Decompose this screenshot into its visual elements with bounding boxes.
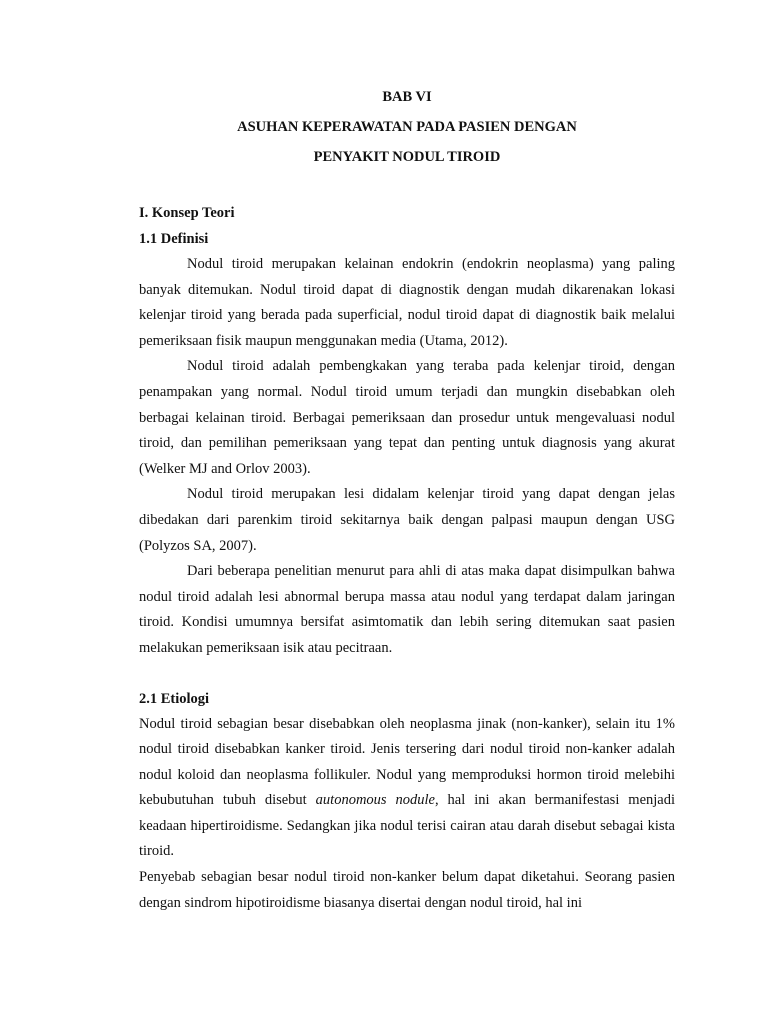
document-page <box>139 82 675 916</box>
etiologi-paragraph-2: Penyebab sebagian besar nodul tiroid non-kanker belum dapat diketahui. Seorang pasien dengan sindrom hipotiroidisme biasanya disertai dengan nodul tiroid, hal ini <box>139 869 675 911</box>
definisi-paragraph-4: Dari beberapa penelitian menurut para ahli di atas maka dapat disimpulkan bahwa nodul tiroid adalah lesi abnormal berupa massa atau nodul yang terdapat dalam jaringan tiroid. Kondisi umumnya bersifat asimtomatik dan lebih sering ditemukan saat pasien melakukan pemeriksaan isik atau pecitraan. <box>139 563 675 656</box>
etiologi-paragraph-1 <box>139 712 675 866</box>
definisi-paragraph-2: Nodul tiroid adalah pembengkakan yang teraba pada kelenjar tiroid, dengan penampakan yang normal. Nodul tiroid umum terjadi dan mungkin disebabkan oleh berbagai kelainan tiroid. Berbagai pemeriksaan dan prosedur untuk mengevaluasi nodul tiroid, dan pemilihan pemeriksaan yang tepat dan penting untuk diagnosis yang akurat (Welker MJ and Orlov 2003). <box>139 358 675 477</box>
section-title-etiologi: 2.1 Etiologi <box>139 690 210 707</box>
etiologi-p1-italic-term: autonomous nodule <box>315 792 435 809</box>
definisi-paragraph-3: Nodul tiroid merupakan lesi didalam kelenjar tiroid yang dapat dengan jelas dibedakan dari parenkim tiroid sekitarnya baik dengan palpasi maupun dengan USG (Polyzos SA, 2007). <box>139 486 675 554</box>
chapter-title-line-2: PENYAKIT NODUL TIROID <box>313 149 501 165</box>
chapter-title-line-1: ASUHAN KEPERAWATAN PADA PASIEN DENGAN <box>237 119 577 135</box>
chapter-number: BAB VI <box>382 89 432 105</box>
etiologi-p1-text-b: , hal ini akan bermanifestasi menjadi keadaan hipertiroidisme. Sedangkan jika nodul terisi cairan atau darah disebut sebagai kista tiroid. <box>139 792 675 860</box>
etiologi-p1-text-a: Nodul tiroid sebagian besar disebabkan oleh neoplasma jinak (non-kanker), selain itu 1% nodul tiroid disebabkan kanker tiroid. Jenis tersering dari nodul tiroid non-kanker adalah nodul koloid dan neoplasma follikuler. Nodul yang memproduksi hormon tiroid melebihi kebubutuhan tubuh disebut <box>139 715 675 809</box>
definisi-paragraph-1: Nodul tiroid merupakan kelainan endokrin (endokrin neoplasma) yang paling banyak ditemukan. Nodul tiroid dapat di diagnostik dengan mudah dikarenakan lokasi kelenjar tiroid yang berada pada superficial, nodul tiroid dapat di diagnostik baik melalui pemeriksaan fisik maupun menggunakan media (Utama, 2012). <box>139 256 675 349</box>
section-title-definisi: 1.1 Definisi <box>139 231 209 247</box>
chapter-heading <box>139 82 675 172</box>
section-title-konsep-teori: I. Konsep Teori <box>139 205 235 221</box>
section-spacer <box>139 662 675 686</box>
